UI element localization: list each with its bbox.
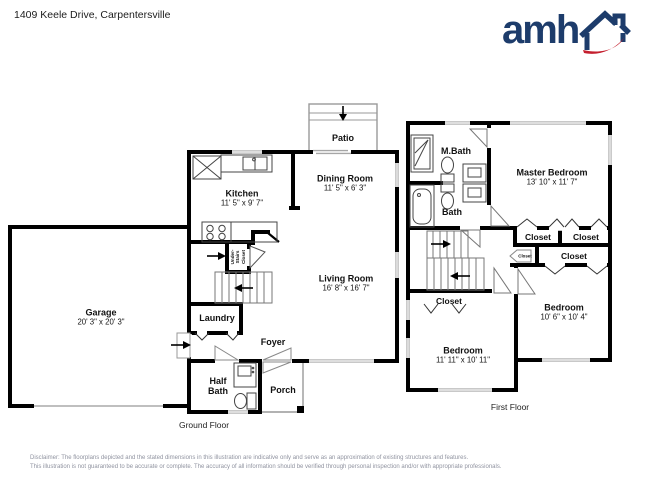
- room-label-kitchen: Kitchen 11' 5" x 9' 7": [220, 188, 264, 208]
- garage-entry-door: [171, 333, 191, 358]
- room-label-bedroom3: Bedroom 11' 11" x 10' 11": [435, 345, 491, 365]
- disclaimer-line-1: Disclaimer: The floorplans depicted and the stated dimensions in this illustration are indicative only and serve as an approximation of existing structures and features.: [30, 455, 469, 461]
- room-label-bedroom2-closet: Closet: [561, 251, 587, 261]
- room-label-bath: Bath: [442, 207, 462, 217]
- room-label-half-bath: Half Bath: [208, 376, 228, 396]
- ground-floor-plan: [10, 104, 397, 413]
- room-label-garage: Garage 20' 3" x 20' 3": [77, 307, 125, 327]
- room-label-bedroom3-closet: Closet: [436, 296, 462, 306]
- room-label-m-bath: M.Bath: [441, 146, 471, 156]
- disclaimer-line-2: This illustration is not guaranteed to be accurate or complete. The accuracy of all information should be verified through personal inspection and/or with appropriate professionals.: [30, 464, 502, 470]
- property-address: 1409 Keele Drive, Carpentersville: [14, 9, 171, 21]
- ground-floor-caption: Ground Floor: [178, 420, 230, 430]
- room-label-master-closet-left: Closet: [525, 232, 551, 242]
- room-label-dining-room: Dining Room 11' 5" x 6' 3": [317, 173, 373, 193]
- room-label-living-room: Living Room 16' 8" x 16' 7": [318, 273, 374, 293]
- half-bath-fixtures: [234, 363, 256, 409]
- room-label-porch: Porch: [270, 385, 296, 395]
- disclaimer: [30, 454, 630, 472]
- first-floor-caption: First Floor: [490, 402, 530, 412]
- first-stairs-arrows: [431, 240, 470, 280]
- amh-logo-text: amh: [502, 8, 579, 52]
- room-label-under-stairs-closet: Under- Stairs Closet: [229, 249, 246, 265]
- room-label-master-bedroom: Master Bedroom 13' 10" x 11' 7": [516, 167, 588, 187]
- first-door-leaves: [461, 129, 535, 294]
- room-label-master-closet-right: Closet: [573, 232, 599, 242]
- room-label-laundry: Laundry: [199, 313, 235, 323]
- first-door-gaps: [460, 128, 607, 294]
- room-label-foyer: Foyer: [260, 337, 286, 347]
- room-label-hall-closet: Closet: [518, 253, 532, 259]
- room-label-patio: Patio: [331, 133, 355, 143]
- room-label-bedroom2: Bedroom 10' 6" x 10' 4": [540, 302, 588, 322]
